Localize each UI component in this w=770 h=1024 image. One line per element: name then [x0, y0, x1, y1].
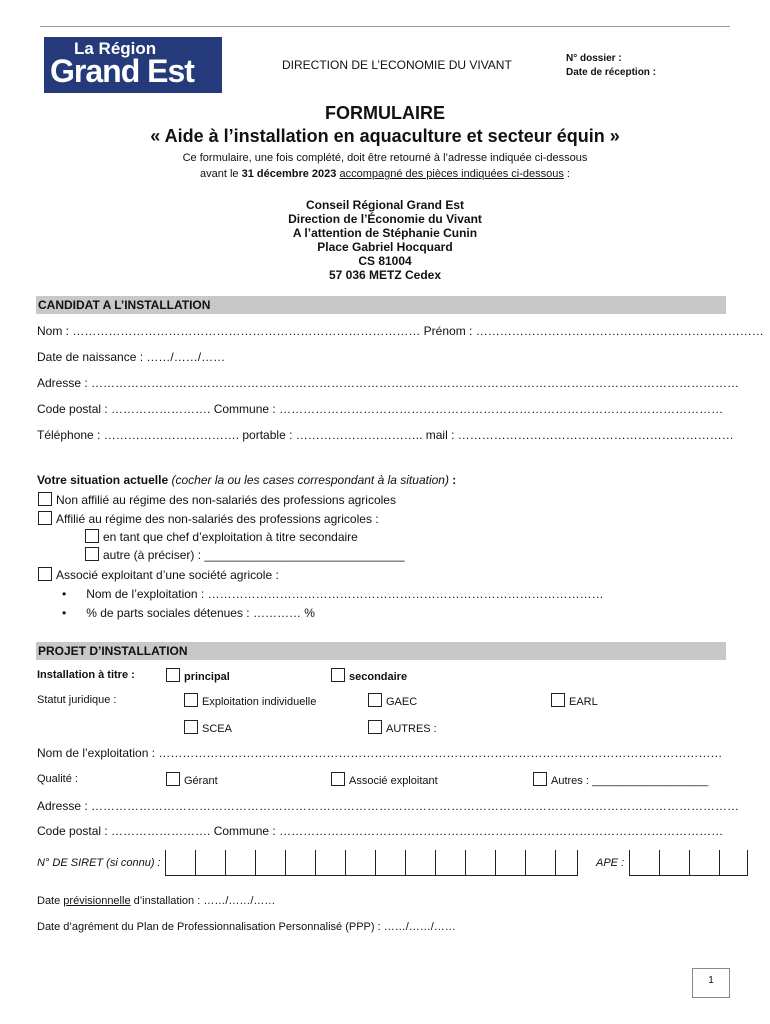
logo-line2: Grand Est — [50, 53, 194, 89]
address-line: 57 036 METZ Cedex — [328, 268, 442, 282]
ape-digit-box[interactable] — [719, 850, 749, 876]
siret-digit-box[interactable] — [195, 850, 225, 876]
siret-digit-box[interactable] — [435, 850, 465, 876]
option-autres[interactable]: AUTRES : — [368, 720, 437, 735]
siret-digit-box[interactable] — [525, 850, 555, 876]
checkbox[interactable] — [85, 547, 99, 561]
option-principal[interactable]: principal — [166, 668, 230, 683]
checkbox[interactable] — [368, 720, 382, 734]
postal-commune-field[interactable]: Code postal : ……………………. Commune : ………………………………………………………………………………………………… — [37, 402, 724, 416]
checkbox[interactable] — [533, 772, 547, 786]
date-ppp-field[interactable]: Date d’agrément du Plan de Professionnalisation Personnalisé (PPP) : ……/……/…… — [37, 921, 456, 933]
checkbox[interactable] — [184, 693, 198, 707]
checkbox[interactable] — [38, 511, 52, 525]
dossier-label: N° dossier : — [566, 53, 622, 64]
siret-digit-box[interactable] — [555, 850, 585, 876]
option-earl[interactable]: EARL — [551, 693, 598, 708]
siret-digit-box[interactable] — [285, 850, 315, 876]
form-subtitle: « Aide à l’installation en aquaculture et secteur équin » — [150, 126, 620, 146]
siret-ape-row — [36, 850, 748, 876]
ape-digit-box[interactable] — [689, 850, 719, 876]
bullet-parts-sociales[interactable]: • % de parts sociales détenues : ………… % — [62, 606, 315, 620]
section-projet-heading: PROJET D’INSTALLATION — [36, 642, 726, 660]
checkbox[interactable] — [38, 567, 52, 581]
situation-option-non-affilie[interactable]: Non affilié au régime des non-salariés des professions agricoles — [38, 492, 396, 507]
siret-digit-box[interactable] — [345, 850, 375, 876]
page-number: 1 — [692, 968, 730, 998]
siret-digit-box[interactable] — [315, 850, 345, 876]
siret-digit-box[interactable] — [225, 850, 255, 876]
option-secondaire[interactable]: secondaire — [331, 668, 407, 683]
projet-postal-commune-field[interactable]: Code postal : ……………………. Commune : ………………………………………………………………………………………………… — [37, 824, 724, 838]
siret-digit-box[interactable] — [465, 850, 495, 876]
installation-titre-label: Installation à titre : — [37, 669, 135, 681]
section-candidat-heading: CANDIDAT A L’INSTALLATION — [36, 296, 726, 314]
situation-heading: Votre situation actuelle (cocher la ou les cases correspondant à la situation) : — [37, 473, 457, 487]
siret-digit-box[interactable] — [255, 850, 285, 876]
option-scea[interactable]: SCEA — [184, 720, 232, 735]
checkbox[interactable] — [551, 693, 565, 707]
address-line: A l’attention de Stéphanie Cunin — [292, 226, 478, 240]
ape-label: APE : — [596, 857, 625, 869]
date-previsionnelle-field[interactable]: Date prévisionnelle d’installation : ……/……/…… — [37, 895, 276, 907]
checkbox[interactable] — [166, 772, 180, 786]
checkbox[interactable] — [85, 529, 99, 543]
checkbox[interactable] — [331, 772, 345, 786]
bullet-icon: • — [62, 587, 67, 601]
reception-label: Date de réception : — [566, 67, 657, 78]
statut-label: Statut juridique : — [37, 694, 117, 706]
option-gerant[interactable]: Gérant — [166, 772, 218, 787]
form-title: FORMULAIRE — [325, 103, 445, 123]
address-field[interactable]: Adresse : ……………………………………………………………………………………………………………………………………………… — [37, 376, 740, 390]
situation-option-autre[interactable]: autre (à préciser) : ______________________________ — [85, 547, 405, 562]
siret-digit-box[interactable] — [495, 850, 525, 876]
nom-field[interactable]: Nom : …………………………………………………………………………… Prénom : ……………………………………………………………… — [37, 324, 764, 338]
siret-label: N° DE SIRET (si connu) : — [37, 857, 161, 869]
instruction-line2: avant le 31 décembre 2023 accompagné des pièces indiquées ci-dessous : — [200, 168, 570, 180]
address-line: CS 81004 — [358, 254, 412, 268]
option-exploitation-individuelle[interactable]: Exploitation individuelle — [184, 693, 316, 708]
ape-box-end — [747, 850, 748, 876]
siret-digit-box[interactable] — [405, 850, 435, 876]
direction-label: DIRECTION DE L’ECONOMIE DU VIVANT — [282, 58, 512, 72]
bullet-nom-exploitation[interactable]: • Nom de l’exploitation : ……………………………………………………………………………………… — [62, 587, 604, 601]
siret-box-end — [577, 850, 578, 876]
projet-address-field[interactable]: Adresse : ……………………………………………………………………………………………………………………………………………… — [37, 799, 740, 813]
siret-digit-box[interactable] — [165, 850, 195, 876]
address-line: Place Gabriel Hocquard — [317, 240, 453, 254]
siret-baseline — [165, 875, 577, 876]
option-gaec[interactable]: GAEC — [368, 693, 417, 708]
logo-line1: La Région — [74, 39, 157, 58]
checkbox[interactable] — [166, 668, 180, 682]
address-line: Direction de l’Économie du Vivant — [288, 212, 482, 226]
ape-digit-box[interactable] — [659, 850, 689, 876]
siret-digit-box[interactable] — [375, 850, 405, 876]
option-autres-qualite[interactable]: Autres : ___________________ — [533, 772, 708, 787]
situation-option-secondaire[interactable]: en tant que chef d’exploitation à titre secondaire — [85, 529, 358, 544]
checkbox[interactable] — [38, 492, 52, 506]
option-associe-exploitant[interactable]: Associé exploitant — [331, 772, 438, 787]
situation-option-associe[interactable]: Associé exploitant d’une société agricole : — [38, 567, 279, 582]
checkbox[interactable] — [368, 693, 382, 707]
nom-exploitation-field[interactable]: Nom de l’exploitation : …………………………………………………………………………………………………………………………… — [37, 746, 723, 760]
bullet-icon: • — [62, 606, 67, 620]
region-logo — [44, 37, 222, 93]
qualite-label: Qualité : — [37, 773, 78, 785]
checkbox[interactable] — [184, 720, 198, 734]
ape-baseline — [629, 875, 747, 876]
situation-option-affilie[interactable]: Affilié au régime des non-salariés des professions agricoles : — [38, 511, 379, 526]
phone-field[interactable]: Téléphone : ……………………………. portable : ………………………….. mail : …………………………………………………………… — [37, 428, 734, 442]
birthdate-field[interactable]: Date de naissance : ……/……/…… — [37, 350, 226, 364]
instruction-line1: Ce formulaire, une fois complété, doit être retourné à l’adresse indiquée ci-dessous — [182, 152, 588, 164]
top-rule — [40, 26, 730, 27]
address-line: Conseil Régional Grand Est — [305, 198, 465, 212]
ape-digit-box[interactable] — [629, 850, 659, 876]
checkbox[interactable] — [331, 668, 345, 682]
